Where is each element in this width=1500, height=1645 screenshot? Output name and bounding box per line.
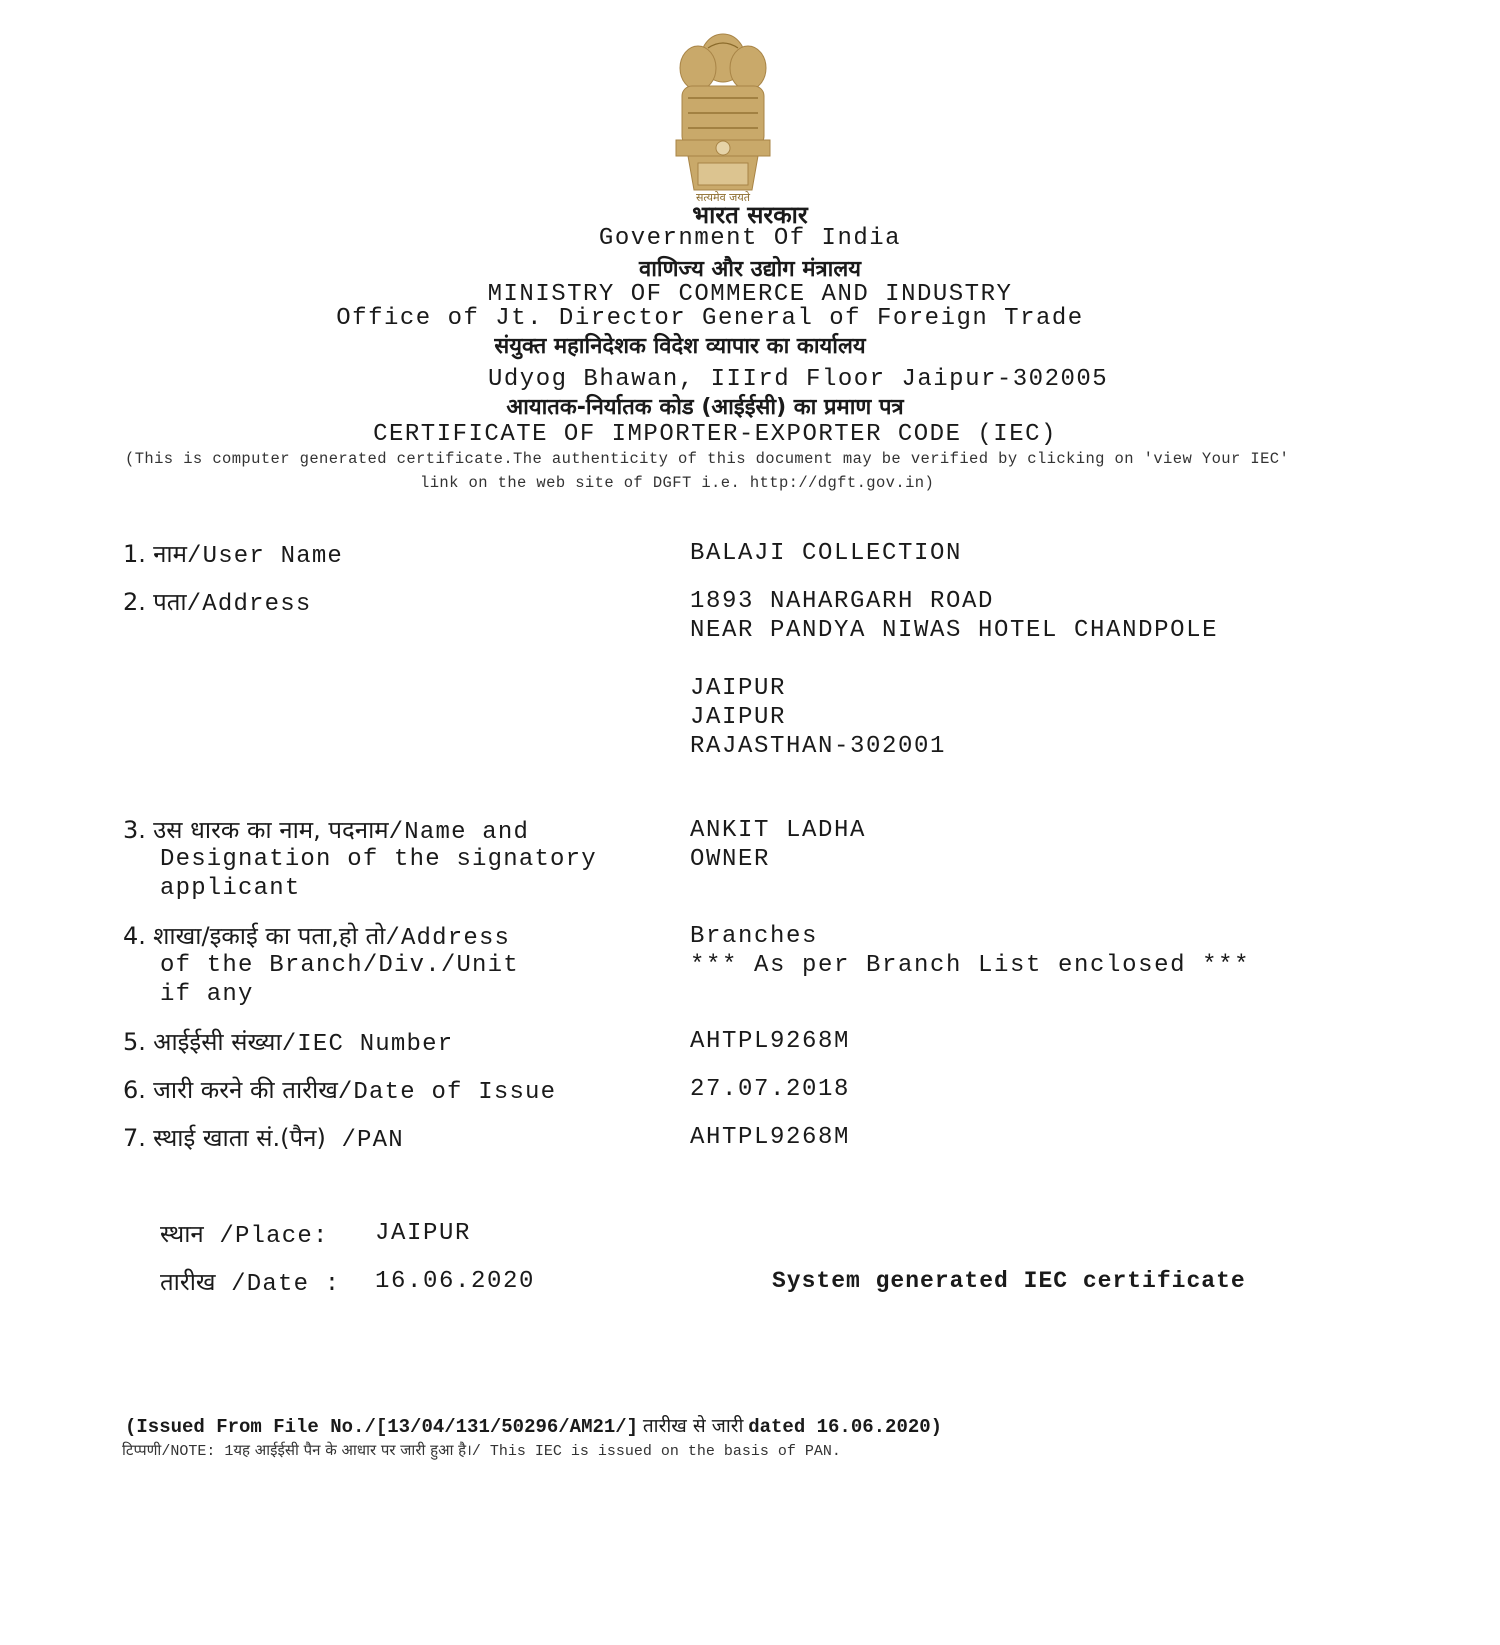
field-signatory-label-line3: applicant <box>160 875 301 902</box>
hindi-certificate-title: आयातक-निर्यातक कोड (आईईसी) का प्रमाण पत्र <box>506 395 904 420</box>
ministry-heading: MINISTRY OF COMMERCE AND INDUSTRY <box>487 281 1013 308</box>
issued-from-line: (Issued From File No./[13/04/131/50296/AM21/] तारीख से जारी dated 16.06.2020) <box>125 1415 943 1438</box>
emblem-motto: सत्यमेव जयते <box>695 191 750 204</box>
place-line: स्थान /Place: <box>160 1220 329 1250</box>
hindi-office-heading: संयुक्त महानिदेशक विदेश व्यापार का कार्यालय <box>494 334 866 359</box>
field-signatory-label-line2: Designation of the signatory <box>160 846 597 873</box>
date-line: तारीख /Date : <box>160 1268 341 1298</box>
field-signatory-label: 3. उस धारक का नाम, पदनाम/Name and <box>123 816 530 846</box>
government-heading: Government Of India <box>598 225 902 252</box>
field-address-line3: JAIPUR <box>690 675 787 702</box>
field-branch-value-line2: *** As per Branch List enclosed *** <box>690 952 1251 979</box>
field-pan-value: AHTPL9268M <box>690 1124 851 1151</box>
place-value: JAIPUR <box>375 1220 472 1247</box>
national-emblem-icon <box>668 28 778 203</box>
field-date-of-issue-label: 6. जारी करने की तारीख/Date of Issue <box>123 1076 557 1106</box>
pan-basis-note: टिप्पणी/NOTE: 1यह आईईसी पैन के आधार पर जारी हुआ है।/ This IEC is issued on the basis of PAN. <box>122 1441 841 1460</box>
verification-note-line2: link on the web site of DGFT i.e. http://dgft.gov.in) <box>420 474 935 492</box>
field-date-of-issue-value: 27.07.2018 <box>690 1076 851 1103</box>
date-value: 16.06.2020 <box>375 1268 536 1295</box>
field-signatory-name: ANKIT LADHA <box>690 817 867 844</box>
field-pan-label: 7. स्थाई खाता सं.(पैन) /PAN <box>123 1124 404 1154</box>
field-branch-label: 4. शाखा/इकाई का पता,हो तो/Address <box>123 922 511 952</box>
field-iec-number-label: 5. आईईसी संख्या/IEC Number <box>123 1028 454 1058</box>
field-address-label: 2. पता/Address <box>123 588 312 618</box>
field-address-line2: NEAR PANDYA NIWAS HOTEL CHANDPOLE <box>690 617 1219 644</box>
field-branch-value-line1: Branches <box>690 923 819 950</box>
field-user-name-label: 1. नाम/User Name <box>123 540 344 570</box>
field-signatory-designation: OWNER <box>690 846 771 873</box>
field-branch-label-line2: of the Branch/Div./Unit <box>160 952 519 979</box>
field-address-line4: JAIPUR <box>690 704 787 731</box>
office-heading: Office of Jt. Director General of Foreign Trade <box>336 305 1084 332</box>
verification-note-line1: (This is computer generated certificate.The authenticity of this document may be verified by clicking on 'view Your IEC' <box>125 450 1290 468</box>
hindi-government-heading: भारत सरकार <box>692 201 808 229</box>
system-generated-label: System generated IEC certificate <box>772 1268 1246 1294</box>
field-address-line1: 1893 NAHARGARH ROAD <box>690 588 995 615</box>
field-iec-number-value: AHTPL9268M <box>690 1028 851 1055</box>
certificate-title: CERTIFICATE OF IMPORTER-EXPORTER CODE (IEC) <box>373 421 1057 448</box>
field-user-name-value: BALAJI COLLECTION <box>690 540 963 567</box>
field-branch-label-line3: if any <box>160 981 254 1008</box>
office-address: Udyog Bhawan, IIIrd Floor Jaipur-302005 <box>488 366 1109 393</box>
field-address-line5: RAJASTHAN-302001 <box>690 733 947 760</box>
hindi-ministry-heading: वाणिज्य और उद्योग मंत्रालय <box>638 257 862 282</box>
